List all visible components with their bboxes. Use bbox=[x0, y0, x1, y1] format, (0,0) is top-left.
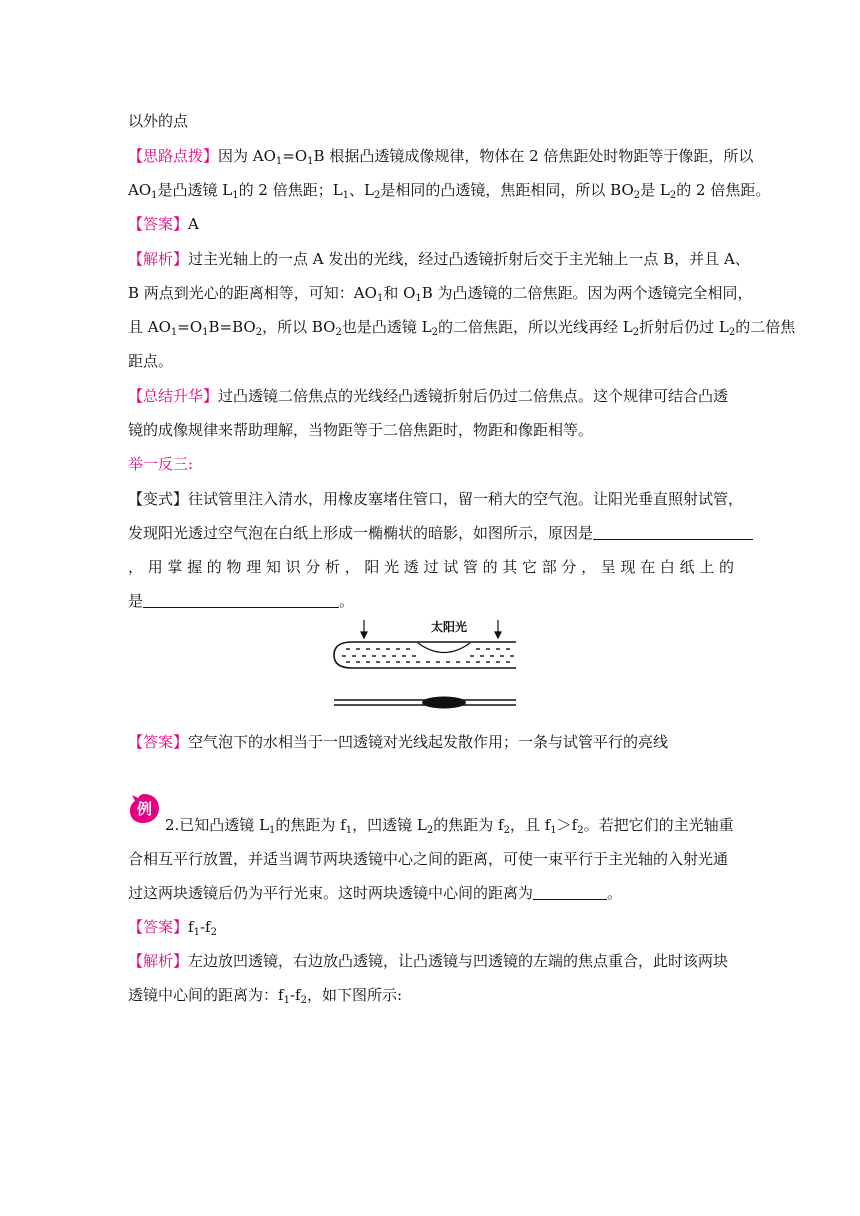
sunlight-label: 太阳光 bbox=[431, 620, 468, 634]
section-tag: 【答案】 bbox=[128, 733, 189, 751]
text-line: 以外的点 bbox=[128, 112, 189, 130]
text-line: ，用掌握的物理知识分析，阳光透过试管的其它部分，呈现在白纸上的 bbox=[128, 558, 734, 576]
text-line: 镜的成像规律来帮助理解，当物距等于二倍焦距时，物距和像距相等。 bbox=[128, 421, 594, 439]
section-tag: 【答案】 bbox=[128, 918, 189, 936]
svg-text:例: 例 bbox=[137, 800, 153, 818]
text-line: 2.已知凸透镜 $L_1$的焦距为 $f_1$，凹透镜 $L_2$的焦距为 $f_2$，且 $f_1>f_2$。若把它们的主光轴重 bbox=[165, 816, 734, 836]
text-line: 【总结升华】过凸透镜二倍焦点的光线经凸透镜折射后仍过二倍焦点。这个规律可结合凸透 bbox=[128, 387, 729, 405]
example-badge-icon bbox=[127, 792, 161, 826]
text-line: 合相互平行放置，并适当调节两块透镜中心之间的距离，可使一束平行于主光轴的入射光通 bbox=[128, 850, 729, 868]
text-line: B 两点到光心的距离相等，可知：$AO_1$和 $O_1B$ 为凸透镜的二倍焦距。因为两个透镜完全相同， bbox=[128, 284, 753, 304]
section-tag: 【答案】 bbox=[128, 215, 189, 233]
answer-blank bbox=[593, 525, 753, 540]
dark-shadow bbox=[422, 697, 466, 709]
text-line: 【答案】A bbox=[128, 215, 199, 233]
section-tag: 【总结升华】 bbox=[128, 387, 219, 405]
sunlight-arrow-left-head bbox=[361, 632, 367, 638]
section-heading: 举一反三: bbox=[128, 455, 194, 473]
water-marks bbox=[342, 649, 514, 662]
text-line: 【解析】过主光轴上的一点 A 发出的光线，经过凸透镜折射后交于主光轴上一点 B，并且 A、 bbox=[128, 250, 750, 268]
text-line: 透镜中心间的距离为：$f_1-f_2$，如下图所示: bbox=[128, 986, 402, 1006]
air-bubble bbox=[418, 643, 470, 653]
text-line: 【解析】左边放凹透镜，右边放凸透镜，让凸透镜与凹透镜的左端的焦点重合，此时该两块 bbox=[128, 952, 729, 970]
test-tube bbox=[334, 642, 516, 668]
text-line: 【答案】空气泡下的水相当于一凹透镜对光线起发散作用；一条与试管平行的亮线 bbox=[128, 733, 669, 751]
section-tag: 【思路点拨】 bbox=[128, 147, 219, 165]
section-tag: 【解析】 bbox=[128, 250, 189, 268]
answer-blank bbox=[533, 885, 607, 900]
section-tag: 【解析】 bbox=[128, 952, 189, 970]
text-line: 且 $AO_1=O_1B=BO_2$，所以 $BO_2$也是凸透镜 $L_2$的二倍焦距，所以光线再经 $L_2$折射后仍过 $L_2$的二倍焦 bbox=[128, 318, 796, 338]
test-tube-figure bbox=[330, 614, 520, 718]
text-line: 发现阳光透过空气泡在白纸上形成一椭椭状的暗影，如图所示，原因是 bbox=[128, 523, 734, 543]
answer-blank bbox=[143, 593, 339, 608]
text-line: $AO_1$是凸透镜 $L_1$的 2 倍焦距；$L_1$、$L_2$是相同的凸透镜，焦距相同，所以 $BO_2$是 $L_2$的 2 倍焦距。 bbox=[128, 181, 771, 201]
text-line: 过这两块透镜后仍为平行光束。这时两块透镜中心间的距离为 。 bbox=[128, 884, 623, 902]
text-line: 【思路点拨】因为 $AO_1=O_1B$ 根据凸透镜成像规律，物体在 2 倍焦距处时物距等于像距，所以 bbox=[128, 147, 754, 167]
text-line: 【答案】$f_1-f_2$ bbox=[128, 918, 217, 938]
text-line: 距点。 bbox=[128, 352, 174, 370]
sunlight-arrow-right-head bbox=[495, 632, 501, 638]
text-line: 是 。 bbox=[128, 592, 355, 610]
text-line: 【变式】往试管里注入清水，用橡皮塞堵住管口，留一稍大的空气泡。让阳光垂直照射试管， bbox=[128, 490, 744, 508]
